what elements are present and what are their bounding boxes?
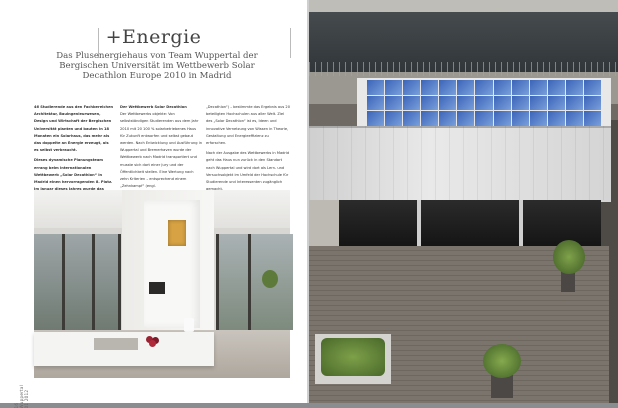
photo-window-right [216,234,293,330]
photo-window-mullion [62,234,65,330]
photo-window-mullion [248,234,251,330]
photo-potted-plant [483,344,521,378]
photo-facade-texture [309,126,611,200]
folio [14,385,29,408]
photo-window-mullion [92,234,95,330]
magazine-name: Wuppertal 01 2012 [19,385,29,408]
left-page [0,0,307,408]
photo-glazing-frame [519,200,523,246]
photo-fruit [149,340,156,347]
photo-wall-shadow [309,200,339,246]
column-2-lead: Der Wettbewerb Solar Decathlon [120,105,187,109]
column-3-paragraph-2: Nach der Ausgabe des Wettbewerbs in Madrid geht das Haus nun zurück in den Standort nach Wuppertal und wird dort als Lern- und Versuchsobjekt im Umfeld der Hochschule für Studierende und Interessenten zugänglich [206,151,290,185]
article-subtitle: Das Plusenergiehaus von Team Wuppertal der Bergischen Universität im Wettbewerb Solar Decathlon Europe 2010 in Madrid [56,51,258,82]
photo-chair [184,318,194,332]
photo-solar-panels [367,80,601,126]
photo-lit-niche [168,220,186,246]
photo-window-left [34,234,121,330]
photo-glazing [339,200,601,246]
column-2-paragraph-1: Der Wettbewerbs objekte: Von selbstständigen Studierenden aus dem Jahr 2010 mit 20 100 % solarbetriebenes Haus für Zukunft entworfen und selbst gebaut werden. Nach Entwicklung und Ausführung in Wuppertal und Bremerhaven wurde der Wettbewerb nach Madrid transportiert und musste sich dort einer Jury und der Öffentlichkeit stellen. Eine Wertung nach zehn Kriterien – entsprechend einem „Zehnkampf“ (engl. [120,112,202,189]
page-number: 16 [14,402,19,408]
column-1-paragraph-2: Dieses dynamische Planungsteam errang beim internationalen Wettbewerb „Solar Decathlon“ in Madrid einen hervorragenden 8. Platz. [34,158,113,185]
text-column-3 [206,104,290,190]
photo-tray [94,338,138,350]
column-1-paragraph-1: 46 Studierende aus den Fachbereichen Architektur, Bauingenieurwesen, Design und Wirtschaft der Bergischen Universität planten und bauten in 18 Monaten ein Solarhaus, das mehr als das doppelte an Energie erzeugt, als es selbst verbraucht. [34,105,114,153]
photo-outdoor-plant [262,270,278,288]
photo-glazing-frame [417,200,421,246]
text-column-1 [34,104,114,190]
interior-photo [34,190,290,378]
photo-railing [309,62,618,76]
photo-potted-plant [553,240,585,274]
article-title: +Energie [105,26,202,48]
photo-fireplace [149,282,165,294]
column-3-paragraph-1: „Decathlon“) – bestimmte das Ergebnis aus 20 beteiligten Hochschulen aus aller Welt. Ziel des „Solar Decathlon“ ist es, Ideen und innovative Vernetzung von Wissen in Theorie, Gestaltung und Energieeffizienz zu erforschen. [206,105,290,146]
photo-planter-greenery [321,338,385,376]
text-column-2 [120,104,202,190]
photo-quay [309,0,618,12]
right-page-photo [309,0,618,403]
